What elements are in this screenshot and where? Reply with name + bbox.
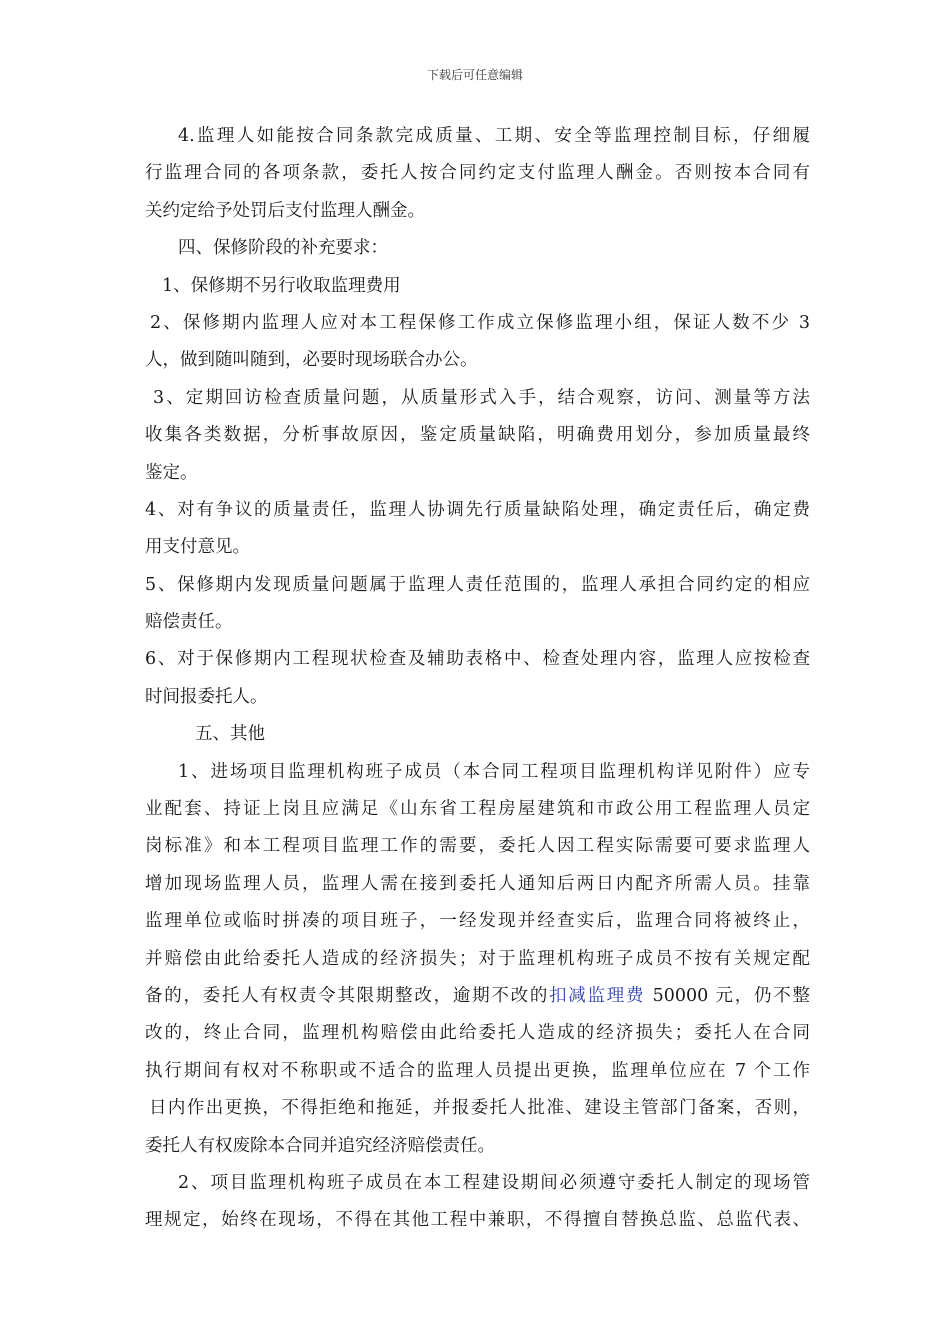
paragraph-line: 时间报委托人。 — [145, 686, 268, 707]
list-item: 4、对有争议的质量责任，监理人协调先行质量缺陷处理，确定责任后，确定费 — [145, 499, 810, 520]
paragraph-line: 委托人有权废除本合同并追究经济赔偿责任。 — [145, 1135, 495, 1156]
paragraph-line: 行监理合同的各项条款，委托人按合同约定支付监理人酬金。否则按本合同有 — [145, 163, 810, 184]
list-item: 1、保修期不另行收取监理费用 — [162, 275, 401, 296]
paragraph-line: 增加现场监理人员，监理人需在接到委托人通知后两日内配齐所需人员。挂靠 — [145, 873, 810, 894]
paragraph-line: 改的，终止合同，监理机构赔偿由此给委托人造成的经济损失；委托人在合同 — [145, 1023, 810, 1044]
list-item: 2、保修期内监理人应对本工程保修工作成立保修监理小组，保证人数不少 3 — [150, 312, 810, 333]
list-item: 1、进场项目监理机构班子成员（本合同工程项目监理机构详见附件）应专 — [178, 761, 810, 782]
paragraph-line: 业配套、持证上岗且应满足《山东省工程房屋建筑和市政公用工程监理人员定 — [145, 799, 810, 820]
paragraph-line: 人，做到随叫随到，必要时现场联合办公。 — [145, 350, 478, 371]
line-text-before: 备的，委托人有权责令其限期整改，逾期不改的 — [145, 985, 550, 1006]
paragraph-line: 收集各类数据，分析事故原因，鉴定质量缺陷，明确费用划分，参加质量最终 — [145, 425, 810, 446]
paragraph-line: 赔偿责任。 — [145, 612, 233, 633]
page-header-note: 下载后可任意编辑 — [426, 68, 523, 82]
paragraph-line: 4.监理人如能按合同条款完成质量、工期、安全等监理控制目标，仔细履 — [178, 126, 810, 146]
paragraph-line: 并赔偿由此给委托人造成的经济损失；对于监理机构班子成员不按有关规定配 — [145, 948, 810, 969]
section-heading: 五、其他 — [195, 724, 265, 745]
paragraph-line: 岗标准》和本工程项目监理工作的需要，委托人因工程实际需要可要求监理人 — [145, 836, 810, 857]
paragraph-line: 理规定，始终在现场，不得在其他工程中兼职，不得擅自替换总监、总监代表、 — [145, 1210, 810, 1231]
paragraph-line: 用支付意见。 — [145, 537, 250, 558]
document-body — [145, 118, 810, 1240]
section-heading: 四、保修阶段的补充要求： — [178, 238, 388, 259]
paragraph-line: 监理单位或临时拼凑的项目班子，一经发现并经查实后，监理合同将被终止， — [145, 911, 810, 932]
list-item: 6、对于保修期内工程现状检查及辅助表格中、检查处理内容，监理人应按检查 — [145, 649, 810, 670]
list-item: 2、项目监理机构班子成员在本工程建设期间必须遵守委托人制定的现场管 — [178, 1172, 810, 1193]
list-item: 5、保修期内发现质量问题属于监理人责任范围的，监理人承担合同约定的相应 — [145, 574, 810, 595]
paragraph-line: 鉴定。 — [145, 462, 198, 483]
paragraph-line: 日内作出更换，不得拒绝和拖延，并报委托人批准、建设主管部门备案，否则， — [149, 1098, 810, 1119]
deduct-fee-link[interactable]: 扣减监理费 — [549, 985, 646, 1006]
list-item: 3、定期回访检查质量问题，从质量形式入手，结合观察，访问、测量等方法 — [153, 387, 810, 408]
line-text-after: 50000 元，仍不整 — [645, 985, 810, 1006]
paragraph-line — [145, 978, 810, 1015]
paragraph-line: 关约定给予处罚后支付监理人酬金。 — [145, 200, 425, 221]
paragraph-line: 执行期间有权对不称职或不适合的监理人员提出更换，监理单位应在 7 个工作 — [145, 1060, 810, 1081]
